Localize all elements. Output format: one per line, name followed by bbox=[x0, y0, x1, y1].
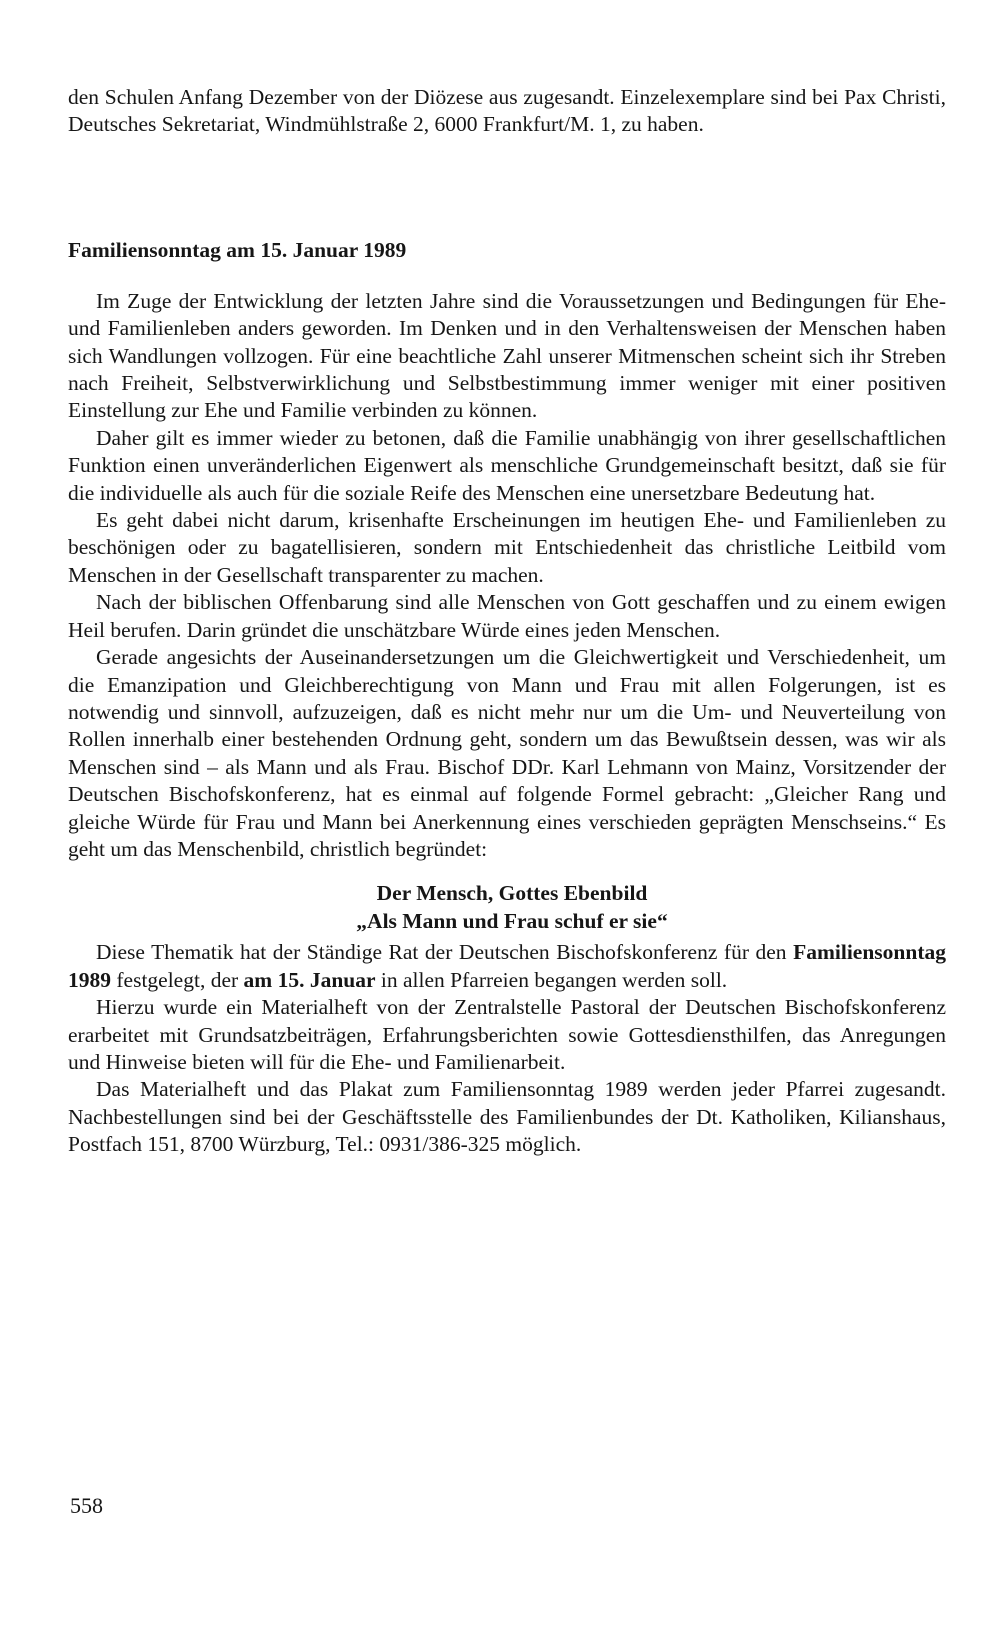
theme-paragraph-part-2: festgelegt, der bbox=[111, 967, 244, 992]
section-body bbox=[68, 288, 946, 864]
theme-paragraph-bold-1: Familiensonntag 1989 bbox=[68, 940, 946, 992]
closing-paragraph-1: Hierzu wurde ein Materialheft von der Zentralstelle Pastoral der Deutschen Bischofskonferenz erarbeitet mit Grundsatzbeiträgen, Erfahrungsberichten sowie Gottesdiensthilfen, das Anregungen und Hinweise bieten will für die Ehe- und Familienarbeit. bbox=[68, 995, 946, 1074]
theme-paragraph-bold-2: am 15. Januar bbox=[243, 967, 376, 992]
intro-paragraph: den Schulen Anfang Dezember von der Diözese aus zugesandt. Einzelexemplare sind bei Pax Christi, Deutsches Sekretariat, Windmühlstraße 2, 6000 Frankfurt/M. 1, zu haben. bbox=[68, 85, 946, 137]
document-page bbox=[68, 84, 946, 1159]
theme-paragraph-part-1: Diese Thematik hat der Ständige Rat der Deutschen Bischofskonferenz für den bbox=[96, 940, 794, 965]
body-paragraph-3: Es geht dabei nicht darum, krisenhafte Erscheinungen im heutigen Ehe- und Familienleben zu beschönigen oder zu bagatellisieren, sondern mit Entschiedenheit das christliche Leitbild vom Menschen in der Gesellschaft transparenter zu machen. bbox=[68, 508, 946, 587]
theme-paragraph bbox=[68, 939, 946, 994]
theme-paragraph-part-3: in allen Pfarreien begangen werden soll. bbox=[375, 967, 728, 992]
body-paragraph-1: Im Zuge der Entwicklung der letzten Jahre sind die Voraussetzungen und Bedingungen für Ehe- und Familienleben anders geworden. Im Denken und in den Verhaltensweisen der Menschen haben sich Wandlungen vollzogen. Für eine beachtliche Zahl unserer Mitmenschen scheint sich ihr Streben nach Freiheit, Selbstverwirklichung und Selbstbestimmung immer weniger mit einer positiven Einstellung zur Ehe und Familie verbinden zu können. bbox=[68, 288, 946, 423]
body-paragraph-4: Nach der biblischen Offenbarung sind alle Menschen von Gott geschaffen und zu einem ewigen Heil berufen. Darin gründet die unschätzbare Würde eines jeden Menschen. bbox=[68, 590, 946, 642]
closing-paragraph-2: Das Materialheft und das Plakat zum Familiensonntag 1989 werden jeder Pfarrei zugesandt. Nachbestellungen sind bei der Geschäftsstelle des Familienbundes der Dt. Katholiken, Kilianshaus, Postfach 151, 8700 Würzburg, Tel.: 0931/386-325 möglich. bbox=[68, 1077, 946, 1157]
theme-title bbox=[68, 879, 946, 935]
theme-title-line-1: Der Mensch, Gottes Ebenbild bbox=[376, 881, 648, 906]
body-paragraph-2: Daher gilt es immer wieder zu betonen, daß die Familie unabhängig von ihrer gesellschaftlichen Funktion einen unveränderlichen Eigenwert als menschliche Grundgemeinschaft besitzt, daß sie für die individuelle als auch für die soziale Reife des Menschen eine unersetzbare Bedeutung hat. bbox=[68, 425, 946, 505]
page-number: 558 bbox=[70, 1493, 103, 1518]
theme-title-line-2: „Als Mann und Frau schuf er sie“ bbox=[356, 909, 668, 934]
body-paragraph-5: Gerade angesichts der Auseinandersetzungen um die Gleichwertigkeit und Verschiedenheit, um die Emanzipation und Gleichberechtigung von Mann und Frau mit allen Folgerungen, ist es notwendig und sinnvoll, aufzuzeigen, daß es nicht mehr nur um die Um- und Neuverteilung von Rollen innerhalb einer bestehenden Ordnung geht, sondern um das Bewußtsein dessen, was wir als Menschen sind – als Mann und als Frau. Bischof DDr. Karl Lehmann von Mainz, Vorsitzender der Deutschen Bischofskonferenz, hat es einmal auf folgende Formel gebracht: „Gleicher Rang und gleiche Würde für Frau und Mann bei Anerkennung eines verschieden geprägten Menschseins.“ Es geht um das Menschenbild, christlich begründet: bbox=[68, 645, 946, 861]
section-heading: Familiensonntag am 15. Januar 1989 bbox=[68, 237, 407, 262]
